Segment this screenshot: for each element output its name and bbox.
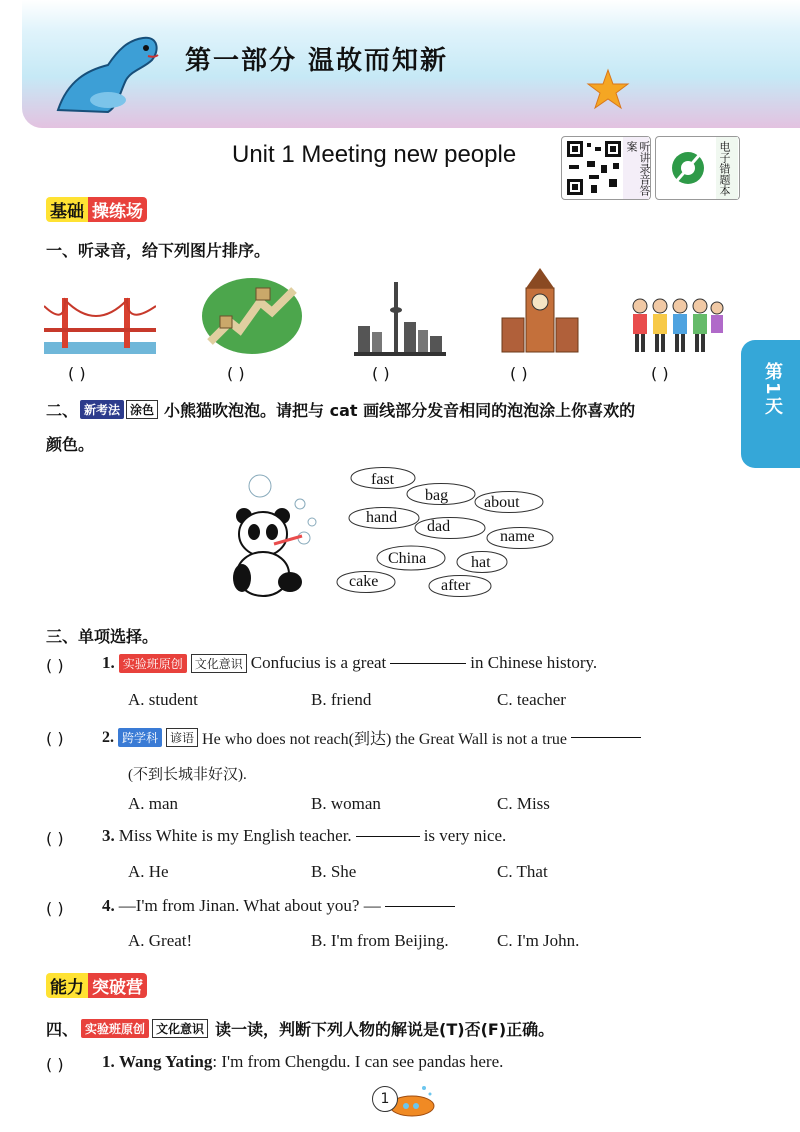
q3-1-fill-blank[interactable] <box>390 663 466 664</box>
qr-code-icon <box>565 139 623 197</box>
section-tag-ability-b: 突破营 <box>88 973 147 998</box>
bubble-fast[interactable]: fast <box>371 471 395 488</box>
q3-3-option-a[interactable]: A. He <box>128 862 169 881</box>
bubble-china[interactable]: China <box>388 550 427 567</box>
error-book-logo-icon <box>660 140 716 196</box>
q3-4-answer-blank[interactable]: ( ) <box>46 899 64 918</box>
q4-badge-original: 实验班原创 <box>81 1019 149 1038</box>
q4-1-answer-blank[interactable]: ( ) <box>46 1055 64 1074</box>
q3-2-answer-blank[interactable]: ( ) <box>46 729 64 748</box>
q3-4-question <box>102 896 455 916</box>
q3-4-option-a[interactable]: A. Great! <box>128 931 193 950</box>
q2-badge-color: 涂色 <box>126 400 158 419</box>
unit-title: Unit 1 Meeting new people <box>232 141 517 168</box>
q3-2-question <box>102 726 641 749</box>
q3-1-option-a[interactable]: A. student <box>128 690 198 709</box>
great-wall-image <box>200 272 304 356</box>
bubble-bag[interactable]: bag <box>425 487 449 504</box>
seal-mascot-icon <box>48 20 168 120</box>
q3-3-fill-blank[interactable] <box>356 836 420 837</box>
section-tag-ability-a: 能力 <box>46 973 88 998</box>
q3-2-option-c[interactable]: C. Miss <box>497 794 550 813</box>
q2-prefix: 二、 <box>46 401 79 420</box>
q3-2-stem: He who does not reach(到达) the Great Wall is not a true <box>202 731 568 748</box>
q3-3-option-b[interactable]: B. She <box>311 862 357 881</box>
q3-1-answer-blank[interactable]: ( ) <box>46 656 64 675</box>
q3-2-number: 2. <box>102 728 114 746</box>
q4-1-number: 1. <box>102 1052 115 1071</box>
q3-3-question <box>102 826 506 846</box>
qr-audio-label: 听讲录音答案 <box>625 141 651 196</box>
q3-1-question <box>102 653 597 673</box>
q3-1-stem: Confucius is a great <box>250 653 387 672</box>
starfish-icon <box>586 68 630 112</box>
q1-title: 一、听录音，给下列图片排序。 <box>46 241 271 260</box>
q4-text: 读一读，判断下列人物的解说是(T)否(F)正确。 <box>215 1020 555 1039</box>
bubble-dad[interactable]: dad <box>427 518 451 535</box>
section-tag-basic-b: 操练场 <box>88 197 147 222</box>
q4-1-text: : I'm from Chengdu. I can see pandas here. <box>212 1052 504 1071</box>
q4-badge-culture: 文化意识 <box>152 1019 208 1038</box>
bubble-after[interactable]: after <box>441 577 471 594</box>
q3-2-badge-cross: 跨学科 <box>118 728 162 747</box>
page-number: 1 <box>372 1086 398 1112</box>
qr-code-audio[interactable] <box>561 136 651 200</box>
q3-2-badge-proverb: 谚语 <box>166 728 198 747</box>
section-tag-basic <box>46 197 147 221</box>
golden-gate-bridge-image <box>44 292 156 354</box>
q3-3-option-c[interactable]: C. That <box>497 862 548 881</box>
bubble-about[interactable]: about <box>484 494 520 511</box>
q4-1-question <box>102 1052 503 1072</box>
q1-answer-blank-4[interactable]: ( ) <box>510 364 528 383</box>
q1-answer-blank-1[interactable]: ( ) <box>68 364 86 383</box>
q1-answer-blank-3[interactable]: ( ) <box>372 364 390 383</box>
q4-1-name: Wang Yating <box>119 1052 213 1071</box>
page-title: 第一部分 温故而知新 <box>185 46 449 76</box>
q3-3-stem: Miss White is my English teacher. <box>118 826 352 845</box>
children-group-image <box>628 294 724 356</box>
q4-title <box>46 1017 554 1040</box>
q3-4-number: 4. <box>102 896 115 915</box>
q2-text-line2: 颜色。 <box>46 435 95 454</box>
day-side-tab <box>741 340 800 468</box>
q3-2-option-b[interactable]: B. woman <box>311 794 381 813</box>
q1-answer-blank-2[interactable]: ( ) <box>227 364 245 383</box>
q3-1-stem-after: in Chinese history. <box>470 653 598 672</box>
bubble-hat[interactable]: hat <box>471 554 491 571</box>
q3-2-option-a[interactable]: A. man <box>128 794 179 813</box>
q2-title <box>46 398 635 421</box>
q3-1-option-c[interactable]: C. teacher <box>497 690 566 709</box>
q3-1-badge-culture: 文化意识 <box>191 654 247 673</box>
q3-3-stem-after: is very nice. <box>423 826 507 845</box>
q2-text-line1: 小熊猫吹泡泡。请把与 cat 画线部分发音相同的泡泡涂上你喜欢的 <box>164 401 636 420</box>
q3-4-fill-blank[interactable] <box>385 906 455 907</box>
bubble-hand[interactable]: hand <box>366 509 398 526</box>
cn-tower-city-image <box>354 282 446 356</box>
q3-1-option-b[interactable]: B. friend <box>311 690 372 709</box>
q3-3-answer-blank[interactable]: ( ) <box>46 829 64 848</box>
q4-prefix: 四、 <box>46 1020 79 1039</box>
q3-3-number: 3. <box>102 826 115 845</box>
q3-4-option-c[interactable]: C. I'm John. <box>497 931 580 950</box>
q3-4-option-b[interactable]: B. I'm from Beijing. <box>311 931 449 950</box>
qr-error-book-label: 电子错题本 <box>718 141 731 196</box>
qr-code-error-book[interactable] <box>655 136 740 200</box>
big-ben-image <box>500 268 580 356</box>
section-tag-ability <box>46 973 147 997</box>
bubble-name[interactable]: name <box>500 528 535 545</box>
day-side-tab-label: 第1天 <box>762 362 783 417</box>
q3-1-badge-original: 实验班原创 <box>119 654 187 673</box>
q3-1-number: 1. <box>102 653 115 672</box>
q3-4-stem: —I'm from Jinan. What about you? — <box>118 896 381 915</box>
q3-title: 三、单项选择。 <box>46 627 159 646</box>
section-tag-basic-a: 基础 <box>46 197 88 222</box>
q2-badge-new: 新考法 <box>80 400 124 419</box>
q1-answer-blank-5[interactable]: ( ) <box>651 364 669 383</box>
q3-2-fill-blank[interactable] <box>571 737 641 738</box>
q3-2-stem-line2: (不到长城非好汉). <box>128 767 247 783</box>
panda-illustration <box>230 470 330 600</box>
bubble-cake[interactable]: cake <box>349 573 379 590</box>
